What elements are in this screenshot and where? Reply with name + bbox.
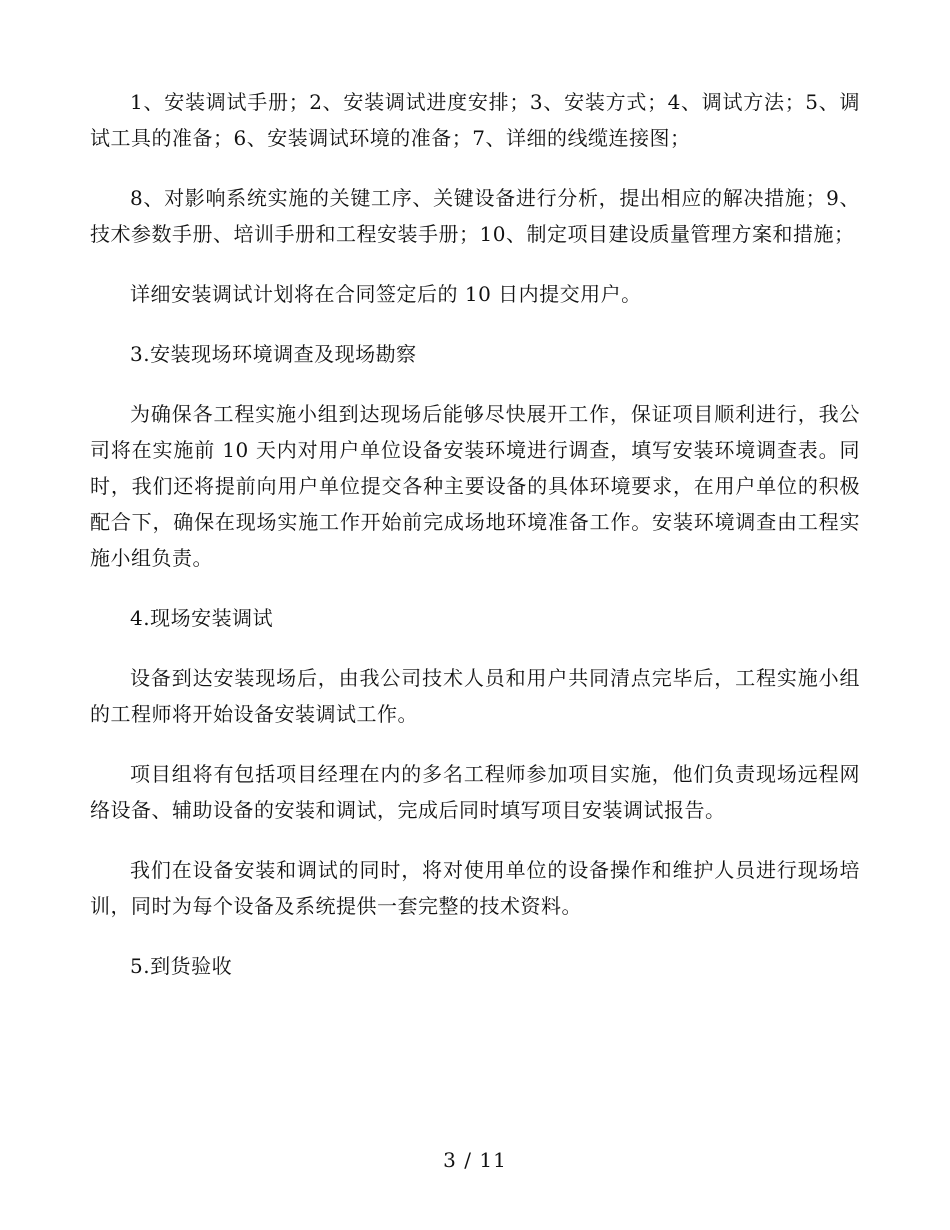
- page-number: 3 / 11: [443, 1148, 507, 1172]
- paragraph-project-team: 项目组将有包括项目经理在内的多名工程师参加项目实施，他们负责现场远程网络设备、辅助设备的安装和调试，完成后同时填写项目安装调试报告。: [90, 762, 860, 822]
- paragraph-install-items: 1、安装调试手册；2、安装调试进度安排；3、安装方式；4、调试方法；5、调试工具的准备；6、安装调试环境的准备；7、详细的线缆连接图；: [90, 90, 860, 150]
- section-heading-acceptance: 5.到货验收: [130, 954, 233, 978]
- paragraph-site-survey: 为确保各工程实施小组到达现场后能够尽快展开工作，保证项目顺利进行，我公司将在实施前 10 天内对用户单位设备安装环境进行调查，填写安装环境调查表。同时，我们还将提前向用户单位提交各种主要设备的具体环境要求，在用户单位的积极配合下，确保在现场实施工作开始前完成场地环境准备工作。安装环境调查由工程实施小组负责。: [90, 402, 860, 570]
- paragraph-key-processes: 8、对影响系统实施的关键工序、关键设备进行分析，提出相应的解决措施；9、技术参数手册、培训手册和工程安装手册；10、制定项目建设质量管理方案和措施；: [90, 186, 860, 246]
- paragraph-plan-submission: 详细安装调试计划将在合同签定后的 10 日内提交用户。: [130, 282, 642, 306]
- section-heading-onsite-install: 4.现场安装调试: [130, 606, 274, 630]
- section-heading-site-survey: 3.安装现场环境调查及现场勘察: [130, 342, 417, 366]
- paragraph-training: 我们在设备安装和调试的同时，将对使用单位的设备操作和维护人员进行现场培训，同时为每个设备及系统提供一套完整的技术资料。: [90, 858, 860, 918]
- paragraph-device-arrival: 设备到达安装现场后，由我公司技术人员和用户共同清点完毕后，工程实施小组的工程师将开始设备安装调试工作。: [90, 666, 860, 726]
